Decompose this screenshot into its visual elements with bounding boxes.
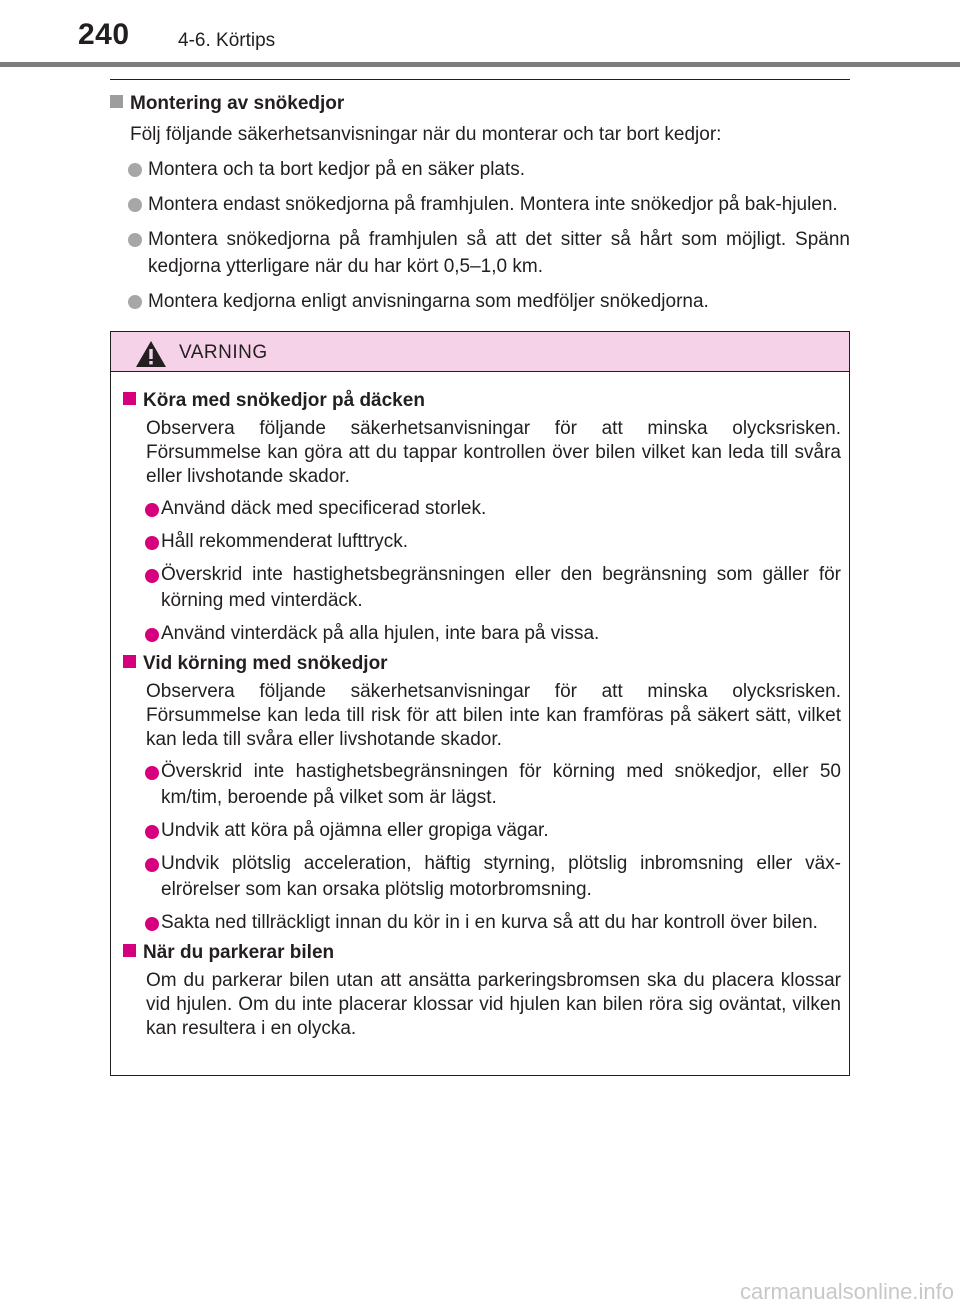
list-item	[110, 156, 850, 183]
list-item	[123, 621, 841, 647]
list-item-text: Montera snökedjorna på framhjulen så att det sitter så hårt som möjligt. Spänn kedjorna ytterligare när du har kört 0,5–1,0 km.	[148, 229, 850, 277]
list-item	[123, 818, 841, 844]
warning-header	[111, 332, 849, 372]
list-item	[110, 288, 850, 315]
list-item	[123, 851, 841, 903]
list-item-text: Överskrid inte hastighetsbegränsningen för körning med snökedjor, eller 50 km/tim, beroende på vilket som är lägst.	[161, 761, 841, 808]
round-bullet-icon	[145, 536, 159, 550]
round-bullet-icon	[128, 163, 142, 177]
square-bullet-icon	[123, 655, 136, 668]
square-bullet-icon	[110, 95, 123, 108]
page-number: 240	[78, 18, 130, 51]
list-item	[110, 191, 850, 218]
round-bullet-icon	[145, 917, 159, 931]
warning-title: VARNING	[179, 342, 268, 363]
round-bullet-icon	[145, 628, 159, 642]
warning-paragraph: Om du parkerar bilen utan att ansätta parkeringsbromsen ska du placera klossar vid hjulen. Om du inte placerar klossar vid hjulen kan bilen röra sig oväntat, vilken kan resultera i en olycka.	[146, 970, 841, 1039]
round-bullet-icon	[128, 295, 142, 309]
list-item-text: Montera och ta bort kedjor på en säker plats.	[148, 159, 526, 180]
list-item	[123, 562, 841, 614]
round-bullet-icon	[145, 858, 159, 872]
chapter-title: 4-6. Körtips	[178, 30, 276, 51]
round-bullet-icon	[145, 503, 159, 517]
warning-subheading	[123, 651, 841, 676]
round-bullet-icon	[128, 198, 142, 212]
warning-subheading-text: Köra med snökedjor på däcken	[143, 390, 425, 411]
warning-triangle-icon	[135, 340, 167, 368]
warning-subheading	[123, 388, 841, 413]
square-bullet-icon	[123, 392, 136, 405]
list-item-text: Överskrid inte hastighetsbegränsningen eller den begränsning som gäller för körning med vinterdäck.	[161, 564, 841, 611]
warning-subheading	[123, 940, 841, 965]
warning-paragraph: Observera följande säkerhetsanvisningar för att minska olycksrisken. Försummelse kan leda till risk för att bilen inte kan framföras på säkert sätt, vilket kan leda till svåra eller livshotande skador.	[146, 681, 841, 750]
round-bullet-icon	[145, 766, 159, 780]
round-bullet-icon	[145, 825, 159, 839]
warning-subheading-text: När du parkerar bilen	[143, 942, 335, 963]
list-item-text: Använd vinterdäck på alla hjulen, inte bara på vissa.	[161, 623, 600, 644]
section-heading-text: Montering av snökedjor	[130, 93, 345, 114]
list-item-text: Undvik att köra på ojämna eller gropiga vägar.	[161, 820, 549, 841]
list-item-text: Montera kedjorna enligt anvisningarna som medföljer snökedjorna.	[148, 291, 709, 312]
list-item	[123, 759, 841, 811]
section-intro: Följ följande säkerhetsanvisningar när du monterar och tar bort kedjor:	[130, 124, 722, 145]
warning-paragraph: Observera följande säkerhetsanvisningar för att minska olycksrisken. Försummelse kan göra att du tappar kontrollen över bilen vilket kan leda till svåra eller livshotande skador.	[146, 418, 841, 487]
warning-box	[110, 331, 850, 1076]
square-bullet-icon	[123, 944, 136, 957]
list-item-text: Undvik plötslig acceleration, häftig styrning, plötslig inbromsning eller väx-elrörelser som kan orsaka plötslig motorbromsning.	[161, 853, 841, 900]
round-bullet-icon	[128, 233, 142, 247]
list-item	[123, 496, 841, 522]
watermark: carmanualsonline.info	[739, 1279, 954, 1304]
round-bullet-icon	[145, 569, 159, 583]
warning-subheading-text: Vid körning med snökedjor	[143, 653, 388, 674]
list-item-text: Använd däck med specificerad storlek.	[161, 498, 487, 519]
content-rule	[110, 79, 850, 80]
list-item	[123, 529, 841, 555]
section-heading	[110, 91, 850, 116]
list-item-text: Sakta ned tillräckligt innan du kör in i en kurva så att du har kontroll över bilen.	[161, 912, 818, 933]
list-item	[110, 226, 850, 280]
list-item-text: Håll rekommenderat lufttryck.	[161, 531, 409, 552]
snow-chain-section	[110, 91, 850, 315]
warning-body	[111, 372, 849, 1041]
list-item-text: Montera endast snökedjorna på framhjulen. Montera inte snökedjor på bak-hjulen.	[148, 194, 838, 215]
list-item	[123, 910, 841, 936]
header-rule	[0, 62, 960, 67]
